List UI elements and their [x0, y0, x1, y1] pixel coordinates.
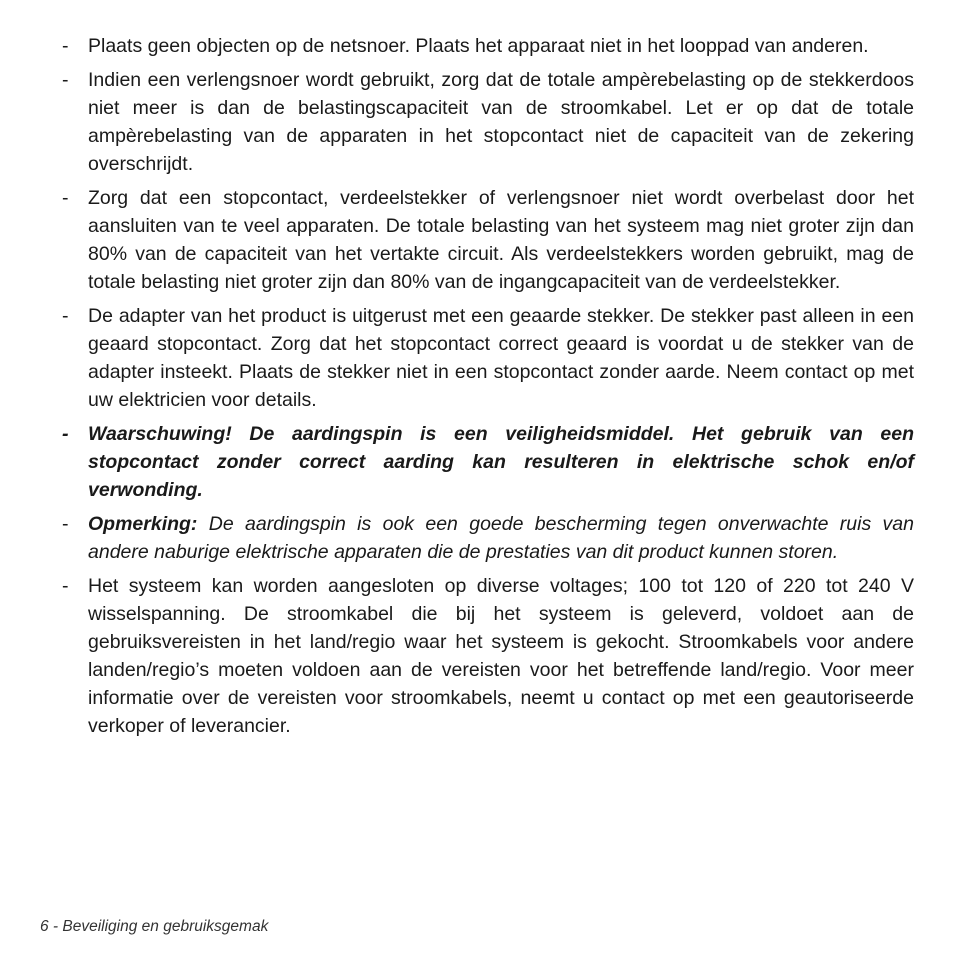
note-text-container	[88, 510, 914, 566]
note-text: De aardingspin is ook een goede bescherming tegen onverwachte ruis van andere naburige elektrische apparaten die de prestaties van dit product kunnen storen.	[88, 513, 914, 563]
list-dash: -	[62, 423, 69, 445]
list-dash: -	[62, 187, 69, 209]
safety-instructions-list	[62, 32, 914, 746]
list-item	[62, 184, 914, 296]
list-item-text: Zorg dat een stopcontact, verdeelstekker of verlengsnoer niet wordt overbelast door het aansluiten van te veel apparaten. De totale belasting van het systeem mag niet groter zijn dan 80% van de capaciteit van het vertakte circuit. Als verdeelstekkers worden gebruikt, mag de totale belasting niet groter zijn dan 80% van de ingangcapaciteit van de verdeelstekker.	[88, 187, 914, 293]
list-dash: -	[62, 35, 69, 57]
note-label: Opmerking:	[88, 513, 198, 535]
list-item	[62, 66, 914, 178]
list-item-text: De adapter van het product is uitgerust met een geaarde stekker. De stekker past alleen in een geaard stopcontact. Zorg dat het stopcontact correct geaard is voordat u de stekker van de adapter insteekt. Plaats de stekker niet in een stopcontact zonder aarde. Neem contact op met uw elektricien voor details.	[88, 305, 914, 411]
list-item-text: Plaats geen objecten op de netsnoer. Plaats het apparaat niet in het looppad van anderen.	[88, 35, 869, 57]
list-item	[62, 302, 914, 414]
note-item	[62, 510, 914, 566]
list-dash: -	[62, 305, 69, 327]
warning-text: Waarschuwing! De aardingspin is een veiligheidsmiddel. Het gebruik van een stopcontact zonder correct aarding kan resulteren in elektrische schok en/of verwonding.	[88, 423, 914, 501]
list-item	[62, 572, 914, 740]
warning-item	[62, 420, 914, 504]
list-dash: -	[62, 513, 69, 535]
list-dash: -	[62, 575, 69, 597]
page-footer: 6 - Beveiliging en gebruiksgemak	[40, 918, 269, 935]
list-item-text: Het systeem kan worden aangesloten op diverse voltages; 100 tot 120 of 220 tot 240 V wisselspanning. De stroomkabel die bij het systeem is geleverd, voldoet aan de gebruiksvereisten in het land/regio waar het systeem is gekocht. Stroomkabels voor andere landen/regio’s moeten voldoen aan de vereisten voor het betreffende land/regio. Voor meer informatie over de vereisten voor stroomkabels, neemt u contact op met een geautoriseerde verkoper of leverancier.	[88, 575, 914, 737]
list-dash: -	[62, 69, 69, 91]
list-item-text: Indien een verlengsnoer wordt gebruikt, zorg dat de totale ampèrebelasting op de stekkerdoos niet meer is dan de belastingscapaciteit van de stroomkabel. Let er op dat de totale ampèrebelasting van de apparaten in het stopcontact niet de capaciteit van de zekering overschrijdt.	[88, 69, 914, 175]
list-item	[62, 32, 914, 60]
